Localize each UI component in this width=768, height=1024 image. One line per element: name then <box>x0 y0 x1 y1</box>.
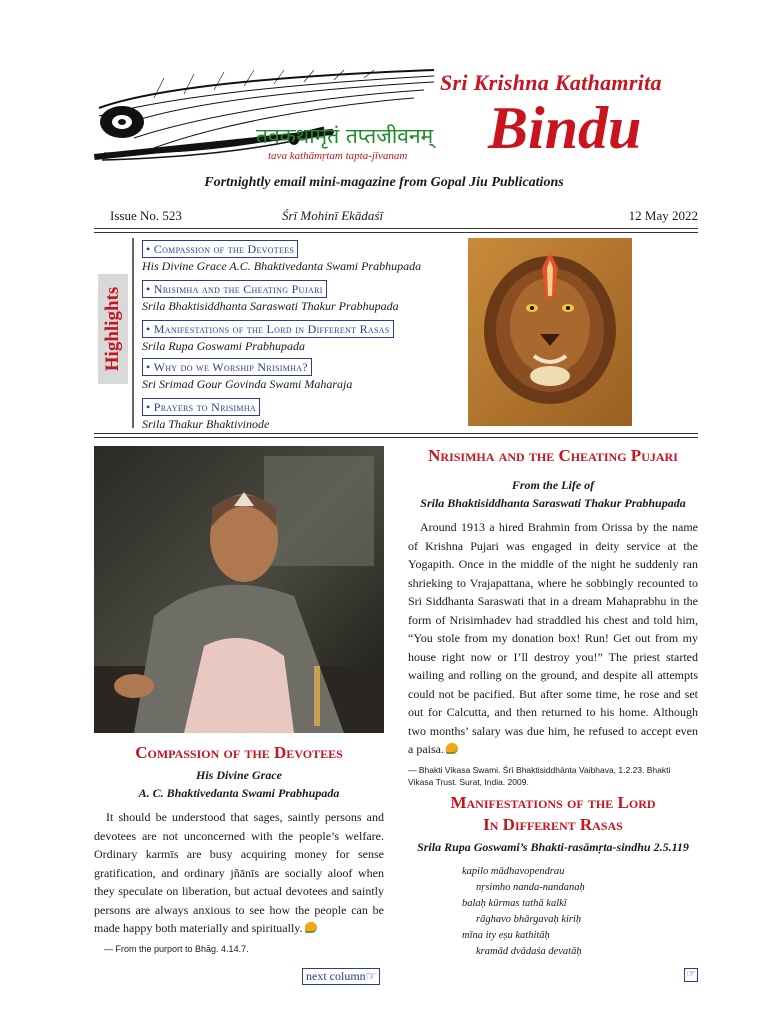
magazine-title: Sri Krishna Kathamrita <box>440 70 662 95</box>
manifestations-title: Manifestations of the Lord In Different Rasas <box>450 793 656 834</box>
compassion-body: It should be understood that sages, saintly persons and devotees are not unconcerned with the people’s welfare. Ordinary karmīs are busy acquiring money for sense gratification, and ordinary jñānīs are socially aloof when they speculate on liberation, but actual devotees and saintly persons are always anxious to see how the people can be made happy both materially and spiritually. <box>94 810 384 935</box>
verse-line: mīna ity eṣu kathitāḥ <box>462 930 550 941</box>
highlight-link-prayers[interactable]: • Prayers to Nrisimha <box>142 398 260 416</box>
nrisimha-source: — Bhakti Vikasa Swami. Śrī Bhaktisiddhānta Vaibhava, 1.2.23. Bhakti Vikasa Trust. Surat, India. 2009. <box>408 765 671 787</box>
highlight-author: Srila Rupa Goswami Prabhupada <box>142 339 306 353</box>
highlight-item <box>142 278 399 314</box>
highlight-item <box>142 356 352 392</box>
nrisimha-body: Around 1913 a hired Brahmin from Orissa by the name of Krishna Pujari was engaged in deity service at the Yogapith. Once in the middle of the night he suddenly ran shrieking to Vrajapattana, where he sobbingly recounted to Sri Siddhanta Saraswati that in a dream Mahaprabhu in the form of Nrisimhadev had straddled his chest and told him, “You stole from my donation box! Run! Get out from my house right now or I’ll destroy you!” The priest started wailing and rolling on the ground, and despite all attempts could not be pacified. But after some time, he rose and set out for Calcutta, and then returned to his home. Although two months’ salary was due him, he refused to accept even a paisa. <box>408 520 698 756</box>
nrisimha-subtitle: Srila Bhaktisiddhanta Saraswati Thakur Prabhupada <box>420 496 686 510</box>
tagline: Fortnightly email mini-magazine from Gopal Jiu Publications <box>204 175 564 190</box>
highlight-author: Srila Thakur Bhaktivinode <box>142 417 270 431</box>
nrisimha-lion-image <box>468 238 632 426</box>
issue-number: Issue No. 523 <box>110 208 182 223</box>
divider <box>94 433 698 434</box>
nrisimha-title: Nrisimha and the Cheating Pujari <box>428 446 678 465</box>
manifestations-subtitle: Srila Rupa Goswami’s Bhakti-rasāmṛta-sindhu 2.5.119 <box>417 840 689 854</box>
highlight-link-why-worship[interactable]: • Why do we Worship Nrisimha? <box>142 358 312 376</box>
divider <box>94 232 698 233</box>
issue-date: 12 May 2022 <box>628 208 698 223</box>
prabhupada-photo <box>94 446 384 733</box>
highlight-author: His Divine Grace A.C. Bhaktivedanta Swami Prabhupada <box>142 259 422 273</box>
verse-line: rāghavo bhārgavaḥ kiriḥ <box>476 914 582 925</box>
mango-icon <box>305 922 317 933</box>
highlight-link-compassion[interactable]: • Compassion of the Devotees <box>142 240 298 258</box>
mango-icon <box>446 743 458 754</box>
highlight-item <box>142 318 394 354</box>
divider <box>94 228 698 229</box>
highlight-item <box>142 396 269 432</box>
highlights-tab <box>96 238 134 428</box>
highlight-author: Srila Bhaktisiddhanta Saraswati Thakur Prabhupada <box>142 299 399 313</box>
highlight-item <box>142 238 421 274</box>
highlight-author: Sri Srimad Gour Govinda Swami Maharaja <box>142 377 353 391</box>
verse-line: kapilo mādhavopendrau <box>462 866 565 877</box>
magazine-title-main: Bindu <box>488 95 642 161</box>
verse-line: kramād dvādaśa devatāḥ <box>476 946 582 957</box>
verse-line: balaḥ kūrmas tathā kalkī <box>462 898 567 909</box>
verse-line: nṛsimho nanda-nandanaḥ <box>476 882 585 893</box>
issue-day: Śrī Mohinī Ekādaśī <box>282 208 384 223</box>
highlight-link-nrisimha-pujari[interactable]: • Nrisimha and the Cheating Pujari <box>142 280 327 298</box>
pointing-hand-icon: ☞ <box>365 969 377 983</box>
compassion-byline: His Divine Grace <box>196 768 282 782</box>
compassion-title: Compassion of the Devotees <box>135 743 343 762</box>
sanskrit-motto: तवकथामृतं तप्तजीवनम् <box>256 124 434 148</box>
sanskrit-transliteration: tava kathāmṛtam tapta-jīvanam <box>268 150 408 162</box>
issue-info-row <box>110 208 698 226</box>
compassion-byline: A. C. Bhaktivedanta Swami Prabhupada <box>138 786 340 800</box>
highlight-link-manifestations[interactable]: • Manifestations of the Lord in Different Rasas <box>142 320 394 338</box>
divider <box>94 437 698 438</box>
nrisimha-subtitle: From the Life of <box>511 478 595 492</box>
compassion-source: — From the purport to Bhāg. 4.14.7. <box>104 944 249 954</box>
highlights-label: Highlights <box>98 274 128 384</box>
next-column-link[interactable]: next column☞ <box>302 968 380 985</box>
pointing-hand-icon[interactable]: ☞ <box>684 968 698 982</box>
